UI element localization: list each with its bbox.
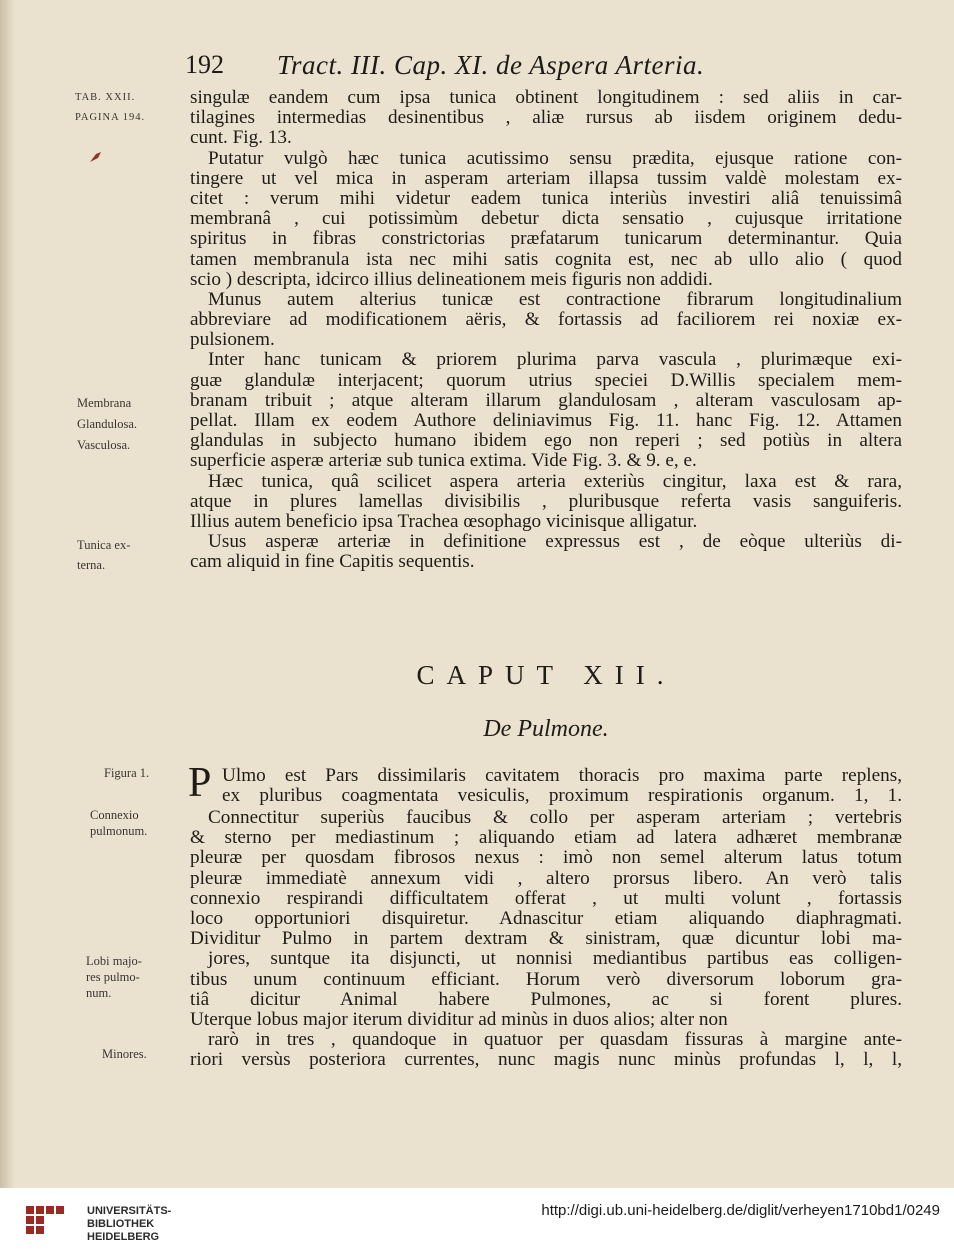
page-number: 192 (185, 50, 224, 79)
margin-note-tab: TAB. XXII. (75, 92, 136, 103)
margin-note-figura: Figura 1. (104, 766, 150, 780)
text-line: Putatur vulgò hæc tunica acutissimo sensu prædita, ejusque ratione con- (208, 148, 902, 169)
text-line: & sterno per mediastinum ; aliquando etiam ad latera adhæret membranæ (190, 828, 902, 849)
text-line: jores, suntque ita disjuncti, ut nonnisi mediantibus partibus eas colligen- (208, 949, 902, 970)
text-line: Uterque lobus major iterum dividitur ad minùs in duos alios; alter non (190, 1009, 728, 1030)
margin-note-res-pulmo: res pulmo- (86, 970, 140, 984)
text-line: pellat. Illam ex eodem Authore deliniavimus Fig. 11. hanc Fig. 12. Attamen (190, 411, 902, 431)
margin-note-num: num. (86, 986, 112, 1000)
margin-note-terna: terna. (77, 558, 106, 572)
text-line: glandulas in subjecto humano ibidem ego non reperi ; sed potiùs in altera (190, 431, 902, 452)
text-line: tibus unum continuum efficiant. Horum verò diversorum loborum gra- (190, 969, 902, 990)
text-line: ex pluribus coagmentata vesiculis, proximum respirationis organum. 1, 1. (222, 786, 902, 807)
margin-note-lobi-majo: Lobi majo- (86, 954, 142, 968)
text-line: singulæ eandem cum ipsa tunica obtinent longitudinem : sed aliis in car- (190, 88, 902, 108)
text-line: pleuræ per quosdam fibrosos nexus : imò non semel alterum latus totum (190, 848, 902, 869)
text-line: tamen membranula ista nec mihi satis cognita est, nec ab ullo alio ( quod (190, 249, 902, 270)
text-line: Illius autem beneficio ipsa Trachea œsophago vicinisque alligatur. (190, 511, 698, 532)
text-line: riori versùs posteriora currentes, nunc magis nunc minùs profundas l, l, l, (190, 1050, 902, 1071)
text-line: Hæc tunica, quâ scilicet aspera arteria exteriùs cingitur, laxa est & rara, (208, 471, 902, 492)
text-line: cunt. Fig. 13. (190, 128, 292, 149)
text-line: pleuræ immediatè annexum vidi , altero prorsus libero. An verò talis (190, 868, 902, 889)
text-line: Inter hanc tunicam & priorem plurima parva vascula , plurimæque exi- (208, 350, 902, 371)
viewer-footer (0, 1188, 954, 1260)
body-text-top (190, 88, 902, 573)
library-name (87, 1205, 171, 1244)
text-line: Dividitur Pulmo in partem dextram & sinistram, quæ dicuntur lobi ma- (190, 929, 902, 950)
chapter-title: CAPUT XII. (416, 660, 676, 690)
text-line: tingere ut vel mica in asperam arteriam illapsa tussim valdè molestam ex- (190, 168, 902, 189)
text-line: connexio respirandi difficultatem offerat , ut multi volunt , fortassis (190, 888, 902, 909)
text-line: tiâ dicitur Animal habere Pulmones, ac si forent plures. (190, 989, 902, 1010)
text-line: citet : verum mihi videtur eadem tunica interiùs investiri aliâ tenuissimâ (190, 188, 902, 209)
chapter-subtitle: De Pulmone. (483, 716, 609, 742)
drop-cap: P (188, 760, 212, 806)
text-line: cam aliquid in fine Capitis sequentis. (190, 552, 475, 573)
source-url-link[interactable]: http://digi.ub.uni-heidelberg.de/diglit/verheyen1710bd1/0249 (541, 1202, 940, 1219)
ink-mark-icon (88, 150, 104, 164)
text-line: abbreviare ad modificationem aëris, & fortassis ad faciliorem rei noxiæ ex- (190, 310, 902, 331)
text-line: Ulmo est Pars dissimilaris cavitatem thoracis pro maxima parte replens, (222, 766, 902, 786)
running-title: Tract. III. Cap. XI. de Aspera Arteria. (277, 50, 705, 80)
text-line: tilagines intermedias desinentibus , aliæ rursus ab iisdem originem dedu- (190, 108, 902, 129)
text-line: Connectitur superiùs faucibus & collo per asperam arteriam ; vertebris (208, 808, 902, 828)
first-lines (222, 766, 902, 806)
text-line: rarò in tres , quandoque in quatuor per quasdam fissuras à margine ante- (208, 1030, 902, 1051)
text-line: Usus asperæ arteriæ in definitione expressus est , de eòque ulteriùs di- (208, 532, 902, 553)
margin-note-connexio: Connexio (90, 808, 139, 822)
page-edge-shadow (0, 0, 14, 1188)
text-line: atque in plures lamellas divisibilis , pluribusque referta vasis sanguiferis. (190, 491, 902, 512)
text-line: scio ) descripta, idcirco illius delineationem meis figuris non addidi. (190, 269, 713, 290)
margin-note-vasculosa: Vasculosa. (77, 438, 131, 452)
margin-note-pulmonum: pulmonum. (90, 824, 148, 838)
margin-note-glandulosa: Glandulosa. (77, 417, 138, 431)
text-line: superficie asperæ arteriæ sub tunica extima. Vide Fig. 3. & 9. e, e. (190, 451, 697, 472)
library-logo-icon (24, 1200, 80, 1244)
text-line: pulsionem. (190, 330, 275, 351)
library-name-line: BIBLIOTHEK (87, 1218, 155, 1230)
text-line: guæ glandulæ interjacent; quorum utrius speciei D.Willis specialem mem- (190, 370, 902, 391)
text-line: Munus autem alterius tunicæ est contractione fibrarum longitudinalium (208, 289, 902, 310)
text-line: branam tribuit ; atque alteram illarum glandulosam , alteram vasculosam ap- (190, 390, 902, 411)
text-line: membranâ , cui potissimùm debetur dicta sensatio , cujusque irritatione (190, 209, 902, 230)
margin-note-tunica-ex: Tunica ex- (77, 538, 131, 552)
library-name-line: HEIDELBERG (87, 1231, 160, 1243)
text-line (190, 1070, 902, 1090)
text-line: loco opportuniori disquiretur. Adnascitur etiam aliquando diaphragmati. (190, 908, 902, 929)
body-text-bottom (190, 808, 902, 1091)
page-header (185, 50, 825, 86)
margin-note-membrana: Membrana (77, 396, 132, 410)
library-name-line: UNIVERSITÄTS- (87, 1205, 172, 1217)
margin-note-minores: Minores. (102, 1047, 147, 1061)
margin-note-pagina: PAGINA 194. (75, 112, 146, 123)
text-line: spiritus in fibras constrictorias præfatarum tunicarum determinantur. Quia (190, 229, 902, 250)
